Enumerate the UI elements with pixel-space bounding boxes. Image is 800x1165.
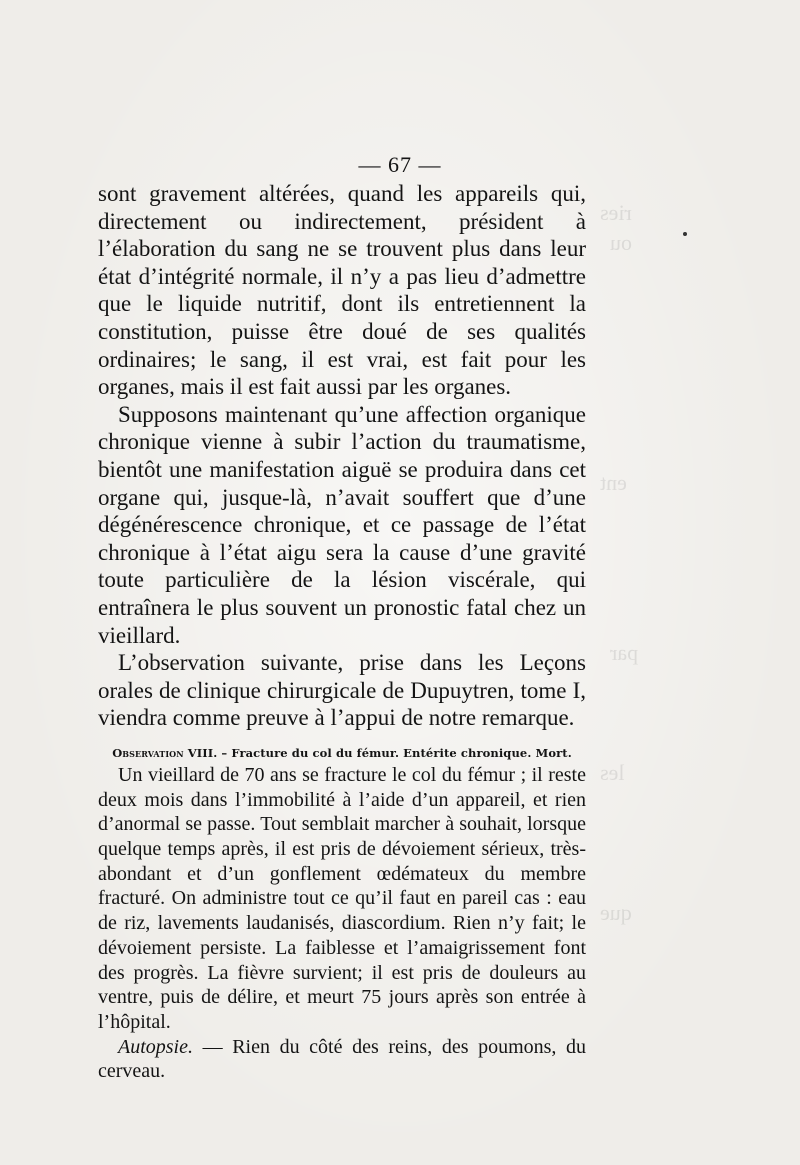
bleed-through-text: que [600,900,632,925]
autopsy-text: — Rien du côté des reins, des poumons, du cerveau. [98,1035,587,1083]
observation-heading [98,746,586,760]
main-text [98,180,586,1084]
bleed-through-text: ent [600,470,627,495]
page-number: — 67 — [358,152,442,177]
observation-body: Un vieillard de 70 ans se fracture le col du fémur ; il reste deux mois dans l’immobilité à l’aide d’un appareil, et rien d’anormal se passe. Tout semblait marcher à souhait, lorsque quelque temps après, il est pris de dévoiement sérieux, très-abondant et d’un gonflement œdémateux du membre fracturé. On administre tout ce qu’il faut en pareil cas : eau de riz, lavements laudanisés, diascordium. Rien n’y fait; le dévoiement persiste. La faiblesse et l’amaigrissement font des progrès. La fièvre survient; il est pris de douleurs au ventre, puis de délire, et meurt 75 jours après son entrée à l’hôpital. [98,763,586,1033]
bleed-through-text: par [610,640,639,665]
bleed-through-text: ou [610,230,632,255]
ink-speck [683,232,687,236]
bleed-through-text: ries [600,200,632,225]
paragraph-1: sont gravement altérées, quand les appareils qui, directement ou indirectement, président à l’élaboration du sang ne se trouvent plus dans leur état d’intégrité normale, il n’y a pas lieu d’admettre que le liquide nutritif, dont ils entretiennent la constitution, puisse être doué de ses qualités ordinaires; le sang, il est vrai, est fait pour les organes, mais il est fait aussi par les organes. [98,181,586,400]
observation-title: – Fracture du col du fémur. Entérite chronique. Mort. [221,745,572,760]
bleed-through-text: les [600,760,625,785]
observation-label: Observation VIII. [112,745,218,760]
paragraph-3: L’observation suivante, prise dans les Leçons orales de clinique chirurgicale de Dupuytren, tome I, viendra comme preuve à l’appui de notre remarque. [98,650,586,731]
autopsy-label: Autopsie. [118,1035,193,1058]
autopsy-paragraph [98,1035,586,1084]
paragraph-2: Supposons maintenant qu’une affection organique chronique vienne à subir l’action du traumatisme, bientôt une manifestation aiguë se produira dans cet organe qui, jusque-là, n’avait souffert que d’une dégénérescence chronique, et ce passage de l’état chronique à l’état aigu sera la cause d’une gravité toute particulière de la lésion viscérale, qui entraînera le plus souvent un pronostic fatal chez un vieillard. [98,401,586,648]
